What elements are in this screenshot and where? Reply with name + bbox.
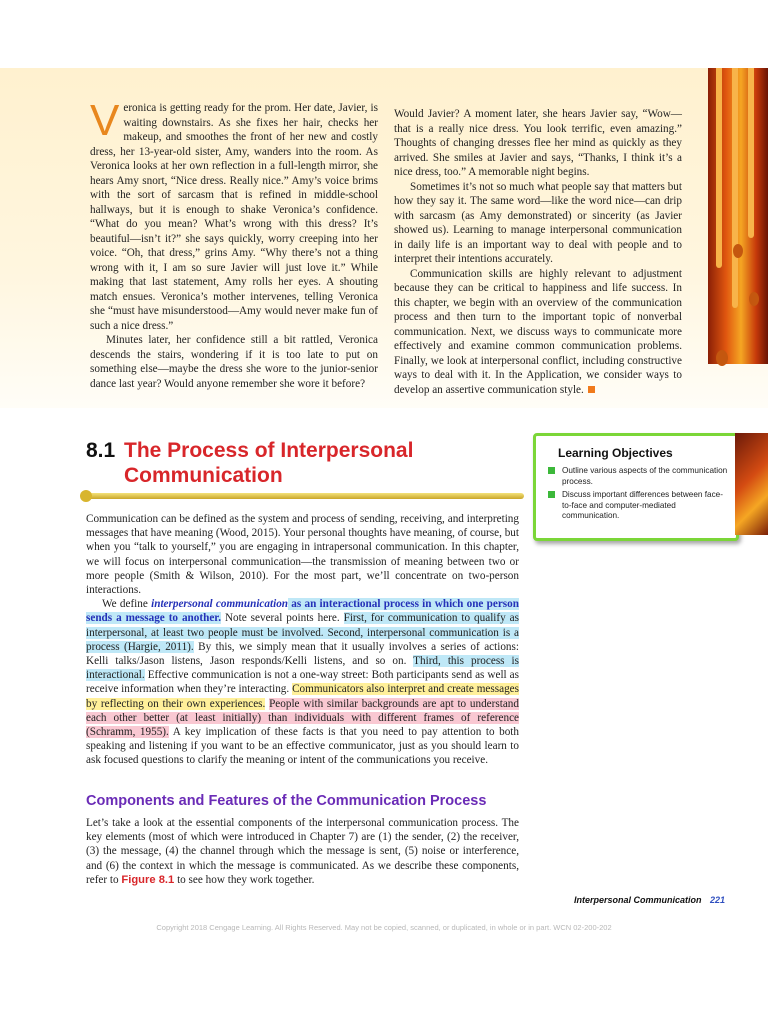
drip-strip [748,68,754,238]
drip-drop [716,350,728,366]
key-term-definition: as an interactional process in which one person sends a message to another. [86,598,519,625]
learning-objective-text: Outline various aspects of the communication process. [562,466,728,486]
intro-text: eronica is getting ready for the prom. Her date, Javier, is waiting downstairs. As she fixes her hair, checks her makeup, and smoothes the front of her new and costly dress, her 13-year-old sister, Amy, wanders into the room. As Veronica looks at her own reflection in a full-length mirror, she hears Amy snort, “Nice dress. Really nice.” Amy’s voice brims with the sort of sarcasm that is refined in middle-school hallways, but it is enough to shake Veronica’s confidence. “What do you mean? What’s wrong with this dress? It’s beautiful—isn’t it?” she says quickly, worry creeping into her voice. “Oh, that dress,” grins Amy. “Why there’s not a thing wrong with it, I am so sure Javier will just love it.” While making that last statement, Amy rolls her eyes. A shouting match ensues. Veronica’s mother intervenes, telling Veronica she “must have misunderstood—Amy would never make fun of such a nice dress.” [90,102,378,332]
section-rule [84,493,524,499]
body-paragraph: Communication can be defined as the system and process of sending, receiving, and interpreting messages that have meaning (Wood, 2015). Your personal thoughts have meaning, of course, but when you “talk to yourself,” you are engaging in intrapersonal communication. In this chapter, we will focus on interpersonal communication—the transmission of meaning between two or more people (Smith & Wilson, 2010). For the most part, we’ll concentrate on two-person interactions. [86,513,519,597]
learning-objective-item [562,466,730,487]
drip-drop [733,244,743,258]
section-number: 8.1 [86,439,116,462]
intro-column-left [90,96,378,391]
page-number: 221 [710,895,726,905]
highlight-blue: Third, this process is interactional. [86,655,519,682]
body-paragraph: Let’s take a look at the essential components of the interpersonal communication process. The key elements (most of which were introduced in Chapter 7) are (1) the sender, (2) the receiver, (3) the message, (4) the channel through which the message is sent, (5) noise or interference, and (6) the context in which the message is communicated. As we describe these components, refer to Figure 8.1 to see how they work together. [86,817,519,886]
drip-drop [749,292,759,306]
square-bullet-icon [548,467,555,474]
section-heading [86,438,506,488]
intro-column-right [394,107,682,397]
figure-reference-link[interactable]: Figure 8.1 [121,873,175,886]
running-footer-title: Interpersonal Communication [574,895,702,905]
section-rule-cap [80,490,92,502]
highlight-pink: People with similar backgrounds are apt to understand each other better (at least initially) than individuals with different frames of reference (Schramm, 1955). [86,697,519,739]
drip-strip [732,68,738,308]
highlight-blue: First, for communication to qualify as interpersonal, at least two people must be involved. Second, interpersonal communication is a process (Hargie, 2011). [86,612,519,653]
intro-paragraph [394,267,682,398]
section-body [86,512,519,768]
subsection-body [86,816,519,887]
square-bullet-icon [548,491,555,498]
drip-strip [716,68,722,268]
section-title-line2: Communication [124,464,283,487]
intro-text: Communication skills are highly relevant to adjustment because they can be critical to happiness and life success. In this chapter, we begin with an overview of the communication process and then turn to the important topic of nonverbal communication. Next, we discuss ways to communicate more effectively and examine common communication problems. Finally, we look at interpersonal conflict, including constructive ways to deal with it. In the Application, we consider ways to develop an assertive communication style. [394,267,682,396]
learning-objective-text: Discuss important differences between face-to-face and computer-mediated communication. [562,490,723,520]
subsection-heading: Components and Features of the Communication Process [86,793,487,809]
learning-objectives-image [735,433,768,535]
decorative-drip-graphic [708,68,768,364]
body-paragraph: We define interpersonal communication as an interactional process in which one person sends a message to another. Note several points here. First, for communication to qualify as interpersonal, at least two people must be involved. Second, interpersonal communication is a process (Hargie, 2011). By this, we simply mean that it usually involves a series of actions: Kelli talks/Jason listens, Jason responds/Kelli listens, and so on. Third, this process is interactional. Effective communication is not a one-way street: Both participants send as well as receive information when they’re interacting. Communicators also interpret and create messages by reflecting on their own experiences. People with similar backgrounds are apt to understand each other better (at least initially) than individuals with different frames of reference (Schramm, 1955). A key implication of these facts is that you need to pay attention to both speaking and listening if you want to be an effective communicator, just as you should learn to ask focused questions to clarify the meaning or intent of the communications you receive. [86,598,520,767]
section-title-line1: The Process of Interpersonal [124,439,414,462]
copyright-notice: Copyright 2018 Cengage Learning. All Rights Reserved. May not be copied, scanned, or duplicated, in whole or in part. WCN 02-200-202 [156,923,612,932]
intro-paragraph: Sometimes it’s not so much what people say that matters but how they say it. The same word—like the word nice—can drip with sarcasm (as Amy demonstrated) or sincerity (as Javier showed us). Learning to manage interpersonal communication in daily life is an important way to deal with people and to interpret their intentions accurately. [394,180,682,265]
key-term: interpersonal communication [151,598,289,611]
learning-objective-item [562,490,730,522]
end-mark-icon [588,386,595,393]
intro-paragraph [90,96,378,333]
highlight-yellow: Communicators also interpret and create messages by reflecting on their own experiences. [86,683,519,710]
learning-objectives-title: Learning Objectives [558,446,673,460]
intro-paragraph: Minutes later, her confidence still a bit rattled, Veronica descends the stairs, wondering if it is too late to put on something else—maybe the dress she wore to the junior-senior dance last year? Would anyone remember she wore it before? [90,334,378,390]
drop-cap: V [90,96,120,145]
intro-paragraph: Would Javier? A moment later, she hears Javier say, “Wow—that is a really nice dress. You look terrific, even amazing.” Thoughts of changing dresses flee her mind as quickly as they arrived. She smiles at Javier and says, “Thanks, I think it’s a nice dress, too.” A memorable night begins. [394,108,682,178]
learning-objectives-box [533,433,739,541]
